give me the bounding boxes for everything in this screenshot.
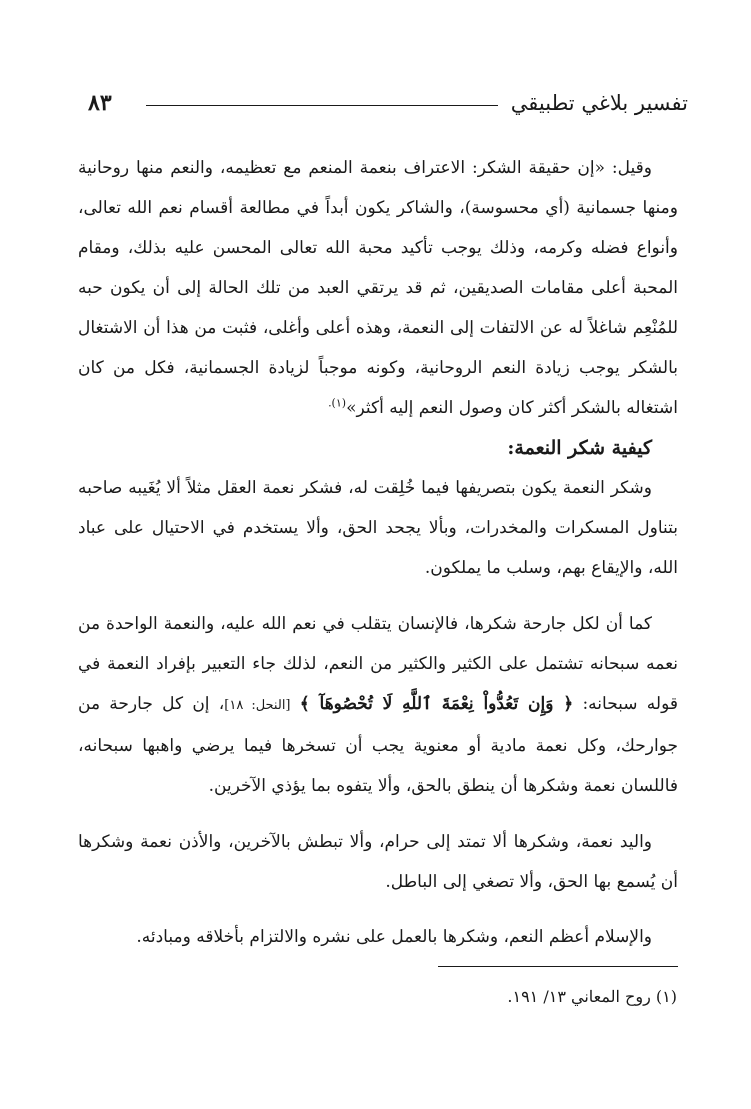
paragraph-3-after: ، إن كل جارحة من جوارحك، وكل نعمة مادية أو معنوية يجب أن تسخرها فيما يرضي واهبها سبحانه، فاللسان نعمة وشكرها أن ينطق بالحق، وألا يتفوه بما يؤذي الآخرين.: [78, 694, 678, 796]
footnote: (١) روح المعاني ١٣/ ١٩١.: [507, 987, 677, 1006]
quran-verse: ﴿ وَإِن تَعُدُّواْ نِعْمَةَ ٱللَّهِ لَا تُحْصُوهَآ ﴾: [299, 694, 574, 714]
body-text: [78, 148, 678, 956]
verse-reference: [النحل: ١٨]: [224, 698, 291, 713]
paragraph-1-text: وقيل: «إن حقيقة الشكر: الاعتراف بنعمة المنعم مع تعظيمه، والنعم منها روحانية ومنها جسمانية (أي محسوسة)، والشاكر يكون أبداً في مطالعة أقسام نعم الله تعالى، وأنواع فضله وكرمه، وذلك يوجب تأكيد محبة الله تعالى المحسن عليه بذلك، ومقام المحبة أعلى مقامات الصديقين، ثم قد يرتقي العبد من تلك الحالة إلى أن يكون حبه للمُنْعِم شاغلاً له عن الالتفات إلى النعمة، وهذه أعلى وأغلى، فثبت من هذا أن الاشتغال بالشكر يوجب زيادة النعم الروحانية، وكونه موجباً لزيادة الجسمانية، فكل من كان اشتغاله بالشكر أكثر كان وصول النعم إليه أكثر»: [78, 158, 678, 418]
page-number: ٨٣: [88, 90, 112, 116]
paragraph-3-before: كما أن لكل جارحة شكرها، فالإنسان يتقلب في نعم الله عليه، والنعمة الواحدة من نعمه سبحانه تشتمل على الكثير والكثير من النعم، لذلك جاء التعبير بإفراد النعمة في قوله سبحانه:: [78, 614, 679, 714]
footnote-rule: [438, 966, 678, 967]
paragraph-2: وشكر النعمة يكون بتصريفها فيما خُلِقت له، فشكر نعمة العقل مثلاً ألا يُغَيبه صاحبه بتناول المسكرات والمخدرات، وبألا يجحد الحق، وألا يستخدم في الاحتيال على عباد الله، والإيقاع بهم، وسلب ما يملكون.: [78, 478, 678, 578]
section-heading: كيفية شكر النعمة:: [507, 437, 652, 459]
header-rule: [146, 105, 498, 106]
paragraph-3: [78, 604, 678, 806]
footnote-marker[interactable]: (١).: [328, 396, 347, 410]
paragraph-5: والإسلام أعظم النعم، وشكرها بالعمل على نشره والالتزام بأخلاقه ومبادئه.: [136, 927, 652, 947]
header-title: تفسير بلاغي تطبيقي: [510, 91, 688, 115]
running-header: [88, 88, 688, 122]
paragraph-4: واليد نعمة، وشكرها ألا تمتد إلى حرام، وألا تبطش بالآخرين، والأذن نعمة وشكرها أن يُسمع بها الحق، وألا تصغي إلى الباطل.: [78, 832, 678, 892]
paragraph-1: [78, 148, 678, 428]
